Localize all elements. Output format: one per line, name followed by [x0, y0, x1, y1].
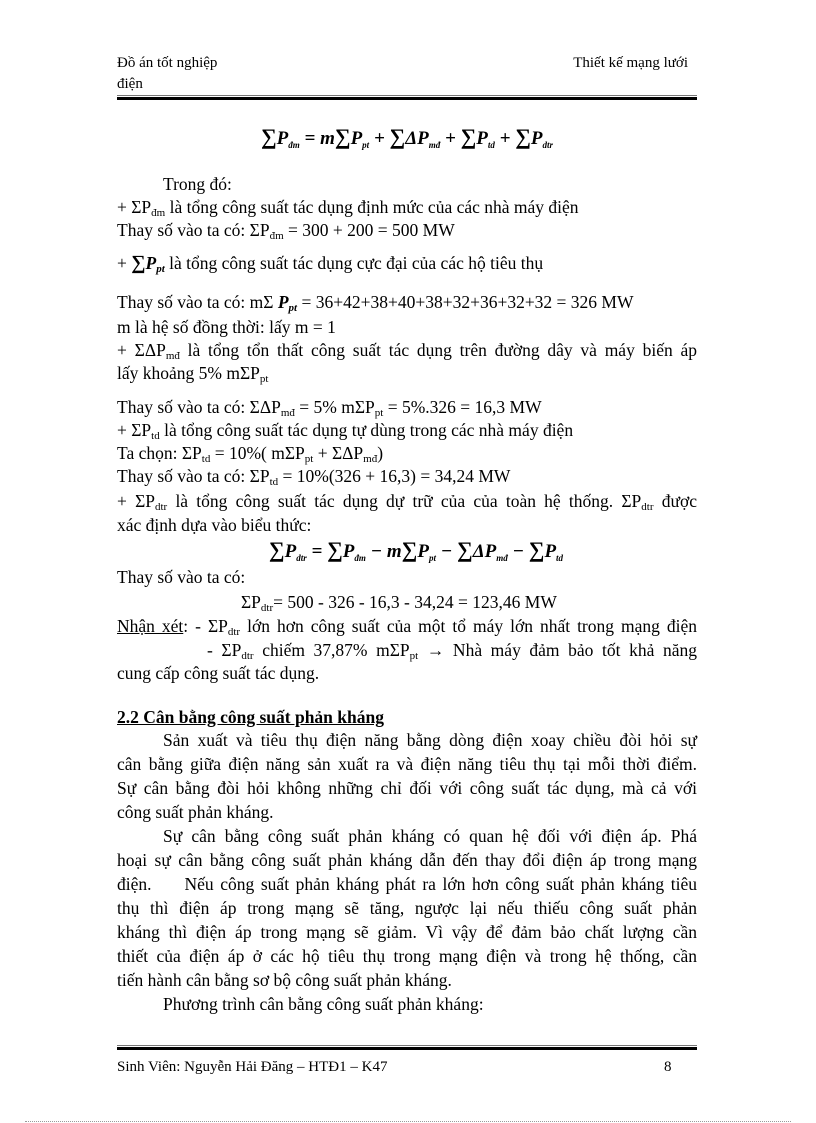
remark-line-3: cung cấp công suất tác dụng. [117, 663, 320, 683]
text-line: Ta chọn: $\Sigma P_{td} = 10\%$( $m\Sigma P_{pt} + \Sigma\Delta P_{mđ}$) [117, 443, 384, 465]
header-rule [117, 95, 697, 100]
paragraph-line: Sản xuất và tiêu thụ điện năng bằng dòng điện xoay chiều đòi hỏi sự [163, 730, 697, 750]
calc-reserve-result: $\Sigma P_{dtr}= 500 - 326 - 16,3 - 34,24 = 123,46$ MW [241, 592, 557, 614]
text-line: Thay số vào ta có: [117, 567, 246, 587]
text-line: m là hệ số đồng thời: lấy m = 1 [117, 317, 336, 337]
remark-line-2: - $\Sigma P_{dtr}$ chiếm 37,87% mΣP$_{pt}$ → Nhà máy đảm bảo tốt khả năng [207, 640, 697, 662]
text-trong-do: Trong đó: [163, 174, 232, 194]
text-line: Thay số vào ta có: $\Sigma P_{đm} = 300 + 200 = 500$ MW [117, 220, 455, 242]
paragraph-line: thiết của điện áp ở các hộ tiêu thụ trong mạng điện và trong hệ thống, cần [117, 946, 697, 966]
remark-label: Nhận xét [117, 616, 184, 636]
paragraph-line: công suất phản kháng. [117, 802, 274, 822]
text-line: Thay số vào ta có: $\Sigma\Delta P_{mđ} = 5\%$ mΣP$_{pt}$ = 5%.326 = 16,3 MW [117, 397, 542, 419]
paragraph-line: tiến hành cân bằng sơ bộ công suất phản kháng. [117, 970, 452, 990]
header-right: Thiết kế mạng lưới [573, 55, 688, 71]
text-line: + $\Sigma P_{dtr}$ là tổng công suất tác dụng dự trữ của của toàn hệ thống. $\Sigma P_{dtr}$ được [117, 491, 697, 513]
remark-line-1: Nhận xét: - $\Sigma P_{dtr}$ lớn hơn công suất của một tổ máy lớn nhất trong mạng điện [117, 616, 697, 638]
paragraph-line: Sự cân bằng đòi hỏi không những chỉ đối với công suất tác dụng, mà cả với [117, 778, 697, 798]
text-line: + $\Sigma P_{td}$ là tổng công suất tác dụng tự dùng trong các nhà máy điện [117, 420, 574, 442]
paragraph-line: hoại sự cân bằng công suất phản kháng dẫn đến thay đổi điện áp trong mạng [117, 850, 697, 870]
section-heading: 2.2 Cân bằng công suất phản kháng [117, 707, 384, 727]
text-line: Thay số vào ta có: $\Sigma P_{td} = 10\%(326 + 16,3) = 34,24$ MW [117, 466, 511, 488]
text-line: Thay số vào ta có: mΣ $P_{pt} = 36+42+38+40+38+32+36+32+32 = 326$ MW [117, 292, 634, 314]
page-boundary-divider [25, 1121, 791, 1122]
paragraph-line: điện. Nếu công suất phản kháng phát ra lớn hơn công suất phản kháng tiêu [117, 874, 697, 894]
page-number: 8 [664, 1059, 672, 1075]
paragraph-line: Phương trình cân bằng công suất phản kháng: [163, 994, 484, 1014]
text-line: + $\Sigma P_{đm}$ là tổng công suất tác dụng định mức của các nhà máy điện [117, 197, 579, 219]
text-line: + $\sum P_{pt}$ là tổng công suất tác dụng cực đại của các hộ tiêu thụ [117, 252, 544, 275]
text-line: xác định dựa vào biểu thức: [117, 515, 312, 535]
formula-reserve-power: $\sum P_{dtr} = \sum P_{đm} - m\sum P_{pt} - \sum\Delta P_{mđ} - \sum P_{td}$ [268, 537, 564, 563]
header-title-cont: điện [117, 76, 143, 92]
footer-author: Sinh Viên: Nguyễn Hải Đăng – HTĐ1 – K47 [117, 1059, 388, 1075]
paragraph-line: thụ thì điện áp trong mạng sẽ tăng, ngược lại nếu thiếu công suất phản [117, 898, 697, 918]
paragraph-line: cân bằng giữa điện năng sản xuất ra và điện năng tiêu thụ tại mỗi thời điểm. [117, 754, 697, 774]
text-line: + $\Sigma\Delta P_{mđ}$ là tổng tổn thất công suất tác dụng trên đường dây và máy biến áp [117, 340, 697, 362]
header-left [117, 53, 217, 95]
paragraph-line: Sự cân bằng công suất phản kháng có quan hệ đối với điện áp. Phá [163, 826, 697, 846]
paragraph-line: kháng thì điện áp trong mạng sẽ giảm. Vì vậy để đảm bảo chất lượng cần [117, 922, 697, 942]
text-line: lấy khoảng 5% mΣP$_{pt}$ [117, 363, 269, 385]
formula-total-rated-power: $\sum P_{đm} = m\sum P_{pt} + \sum\Delta P_{mđ} + \sum P_{td} + \sum P_{dtr}$ [260, 124, 554, 150]
header-title: Đồ án tốt nghiệp [117, 55, 218, 71]
footer-rule [117, 1045, 697, 1050]
